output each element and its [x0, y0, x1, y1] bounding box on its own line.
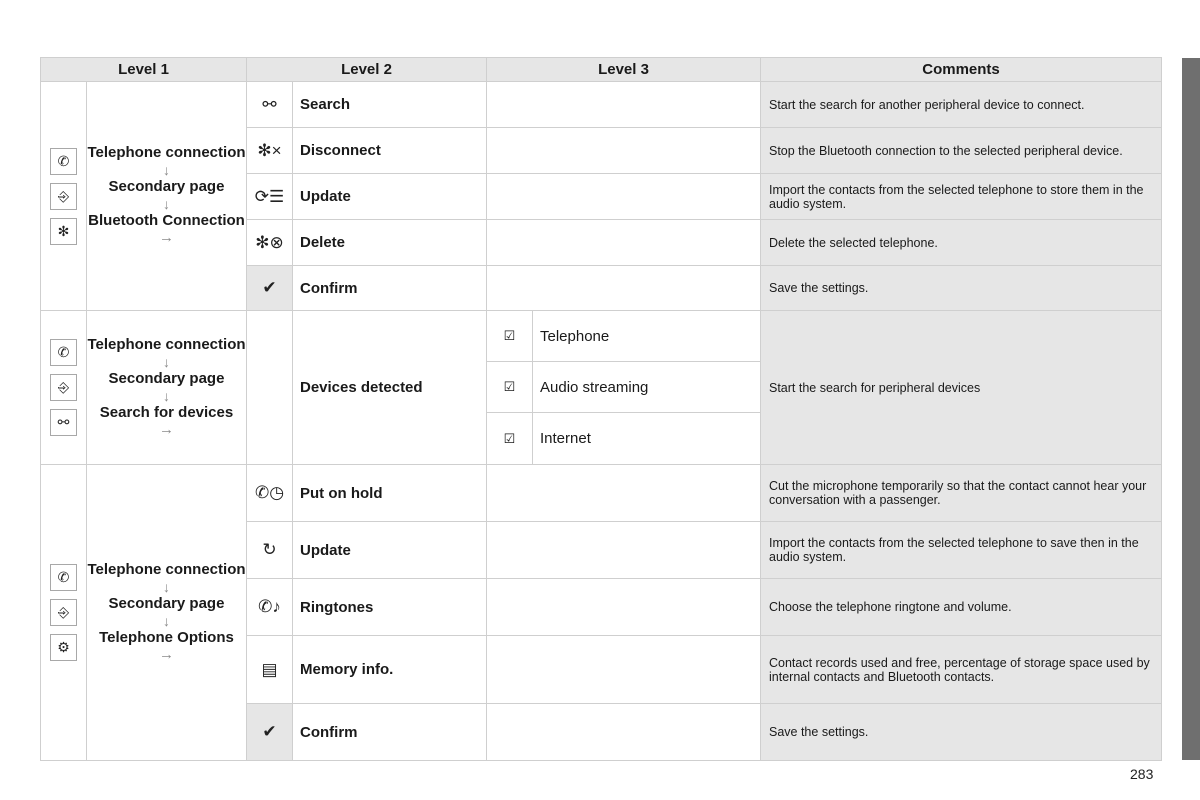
arrow-down-icon: ↓	[163, 387, 170, 404]
level1-icons	[41, 465, 87, 761]
level1-flow	[87, 311, 247, 465]
level3-empty	[487, 220, 761, 266]
arrow-down-icon: ↓	[163, 578, 170, 595]
level2-update[interactable]: Update	[293, 522, 487, 579]
bluetooth-icon: ✻	[50, 218, 77, 245]
secondary-page-icon: ⎆	[50, 599, 77, 626]
level3-empty	[487, 522, 761, 579]
level1-icons	[41, 82, 87, 311]
arrow-down-icon: ↓	[163, 162, 170, 178]
checkmark-icon: ✔	[247, 266, 293, 311]
level3-empty	[487, 128, 761, 174]
level1-icons	[41, 311, 87, 465]
checkmark-icon: ✔	[247, 704, 293, 761]
flow-telephone-connection: Telephone connection	[87, 560, 246, 578]
header-level-1: Level 1	[41, 58, 247, 82]
comment-cell: Save the settings.	[761, 266, 1162, 311]
table-row	[41, 311, 1162, 362]
menu-table	[40, 57, 1162, 761]
flow-search-for-devices: Search for devices	[99, 403, 234, 421]
hold-call-icon: ✆◷	[247, 465, 293, 522]
flow-bluetooth-connection: Bluetooth Connection	[88, 212, 245, 229]
level2-put-on-hold[interactable]: Put on hold	[293, 465, 487, 522]
header-level-3: Level 3	[487, 58, 761, 82]
level3-empty	[487, 636, 761, 704]
table-row	[41, 82, 1162, 128]
level3-empty	[487, 579, 761, 636]
telephone-icon: ✆	[50, 564, 77, 591]
flow-telephone-connection: Telephone connection	[87, 335, 246, 353]
arrow-down-icon: ↓	[163, 196, 170, 212]
arrow-right-icon: →	[159, 229, 174, 246]
update-contacts-icon: ⟳☰	[247, 174, 293, 220]
memory-info-icon: ▤	[247, 636, 293, 704]
telephone-icon: ✆	[50, 148, 77, 175]
comment-cell: Choose the telephone ringtone and volume.	[761, 579, 1162, 636]
flow-secondary-page: Secondary page	[108, 178, 225, 195]
flow-secondary-page: Secondary page	[108, 594, 225, 612]
level2-memory-info[interactable]: Memory info.	[293, 636, 487, 704]
comment-cell: Delete the selected telephone.	[761, 220, 1162, 266]
comment-cell: Save the settings.	[761, 704, 1162, 761]
telephone-icon: ✆	[50, 339, 77, 366]
level3-internet[interactable]: Internet	[533, 413, 761, 465]
level1-flow	[87, 465, 247, 761]
level2-confirm[interactable]: Confirm	[293, 704, 487, 761]
table-row	[41, 465, 1162, 522]
level3-audio-streaming[interactable]: Audio streaming	[533, 362, 761, 413]
level3-empty	[487, 174, 761, 220]
ringtone-icon: ✆♪	[247, 579, 293, 636]
side-tab-marker	[1182, 58, 1200, 760]
search-icon: ⚯	[50, 409, 77, 436]
comment-cell: Start the search for another peripheral device to connect.	[761, 82, 1162, 128]
flow-telephone-options: Telephone Options	[99, 628, 234, 646]
level2-ringtones[interactable]: Ringtones	[293, 579, 487, 636]
level2-disconnect[interactable]: Disconnect	[293, 128, 487, 174]
update-icon: ↻	[247, 522, 293, 579]
level2-devices-detected[interactable]: Devices detected	[293, 311, 487, 465]
arrow-right-icon: →	[159, 645, 174, 663]
secondary-page-icon: ⎆	[50, 183, 77, 210]
comment-cell: Import the contacts from the selected telephone to store them in the audio system.	[761, 174, 1162, 220]
options-gear-icon: ⚙	[50, 634, 77, 661]
checkbox-icon[interactable]: ☑	[487, 413, 533, 465]
arrow-right-icon: →	[159, 420, 174, 438]
bluetooth-delete-icon: ✻⊗	[247, 220, 293, 266]
comment-cell: Contact records used and free, percentage of storage space used by internal contacts and Bluetooth contacts.	[761, 636, 1162, 704]
comment-cell: Stop the Bluetooth connection to the selected peripheral device.	[761, 128, 1162, 174]
level2-update[interactable]: Update	[293, 174, 487, 220]
search-icon: ⚯	[247, 82, 293, 128]
header-row	[41, 58, 1162, 82]
level2-search[interactable]: Search	[293, 82, 487, 128]
level3-telephone[interactable]: Telephone	[533, 311, 761, 362]
comment-cell: Import the contacts from the selected telephone to save then in the audio system.	[761, 522, 1162, 579]
level3-empty	[487, 465, 761, 522]
secondary-page-icon: ⎆	[50, 374, 77, 401]
arrow-down-icon: ↓	[163, 353, 170, 370]
bluetooth-disconnect-icon: ✻×	[247, 128, 293, 174]
level3-empty	[487, 266, 761, 311]
flow-secondary-page: Secondary page	[108, 369, 225, 387]
arrow-down-icon: ↓	[163, 612, 170, 629]
checkbox-icon[interactable]: ☑	[487, 311, 533, 362]
level3-empty	[487, 82, 761, 128]
level3-empty	[487, 704, 761, 761]
header-comments: Comments	[761, 58, 1162, 82]
checkbox-icon[interactable]: ☑	[487, 362, 533, 413]
comment-cell: Cut the microphone temporarily so that the contact cannot hear your conversation with a passenger.	[761, 465, 1162, 522]
level2-confirm[interactable]: Confirm	[293, 266, 487, 311]
header-level-2: Level 2	[247, 58, 487, 82]
comment-cell: Start the search for peripheral devices	[761, 311, 1162, 465]
level2-delete[interactable]: Delete	[293, 220, 487, 266]
level1-flow	[87, 82, 247, 311]
page-number: 283	[1130, 766, 1154, 782]
flow-telephone-connection: Telephone connection	[87, 144, 246, 161]
level2-icon-empty	[247, 311, 293, 465]
